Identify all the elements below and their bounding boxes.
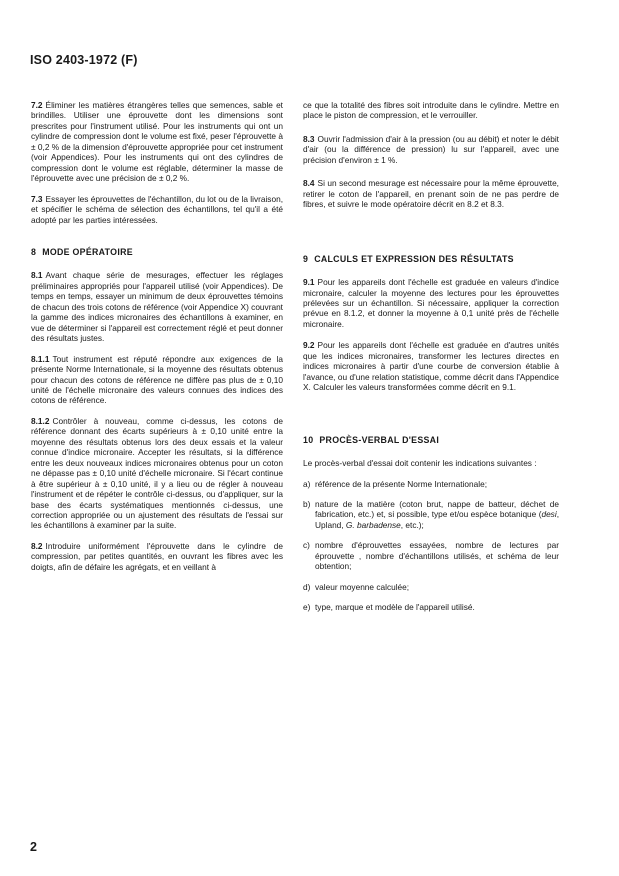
section-heading-9: [303, 254, 559, 264]
item-text: , Upland,: [315, 509, 559, 530]
page-number: 2: [30, 840, 37, 854]
paragraph-8-4: [303, 178, 559, 209]
paragraph-8-2-continued: ce que la totalité des fibres soit introduite dans le cylindre. Mettre en place le piston de compression, et le verrouiller.: [303, 100, 559, 121]
item-text: nature de la matière (coton brut, nappe de batteur, déchet de fabrication, etc.) et, si possible, type et/ou espèce botanique (: [315, 498, 559, 520]
paragraph-10-intro: Le procès-verbal d'essai doit contenir les indications suivantes :: [303, 458, 537, 469]
clause-text: Si un second mesurage est nécessaire pour la même éprouvette, retirer le coton de l'appareil, en prenant soin de ne pas perdre de fibres, et suivre le mode opératoire décrit en 8.2 et 8.3.: [303, 178, 559, 210]
clause-number: 7.2: [31, 100, 43, 110]
section-number: 9: [303, 253, 309, 264]
paragraph-7-2: [31, 100, 283, 184]
section-heading-8: [31, 247, 283, 257]
clause-number: 8.1.2: [31, 415, 50, 426]
clause-text: Pour les appareils dont l'échelle est graduée en d'autres unités que les indices micronaires, transformer les lectures directes en indices micronaires à partir d'une courbe de conversion établie à l'avance, ou d'une relation statistique, comme décrit dans l'Appendice X. Calculer les valeurs transformées comme décrit en 9.1.: [303, 340, 559, 393]
paragraph-8-1-2: [31, 416, 283, 531]
paragraph-8-3: [303, 134, 559, 165]
section-title: PROCÈS-VERBAL D'ESSAI: [319, 434, 440, 445]
item-text: référence de la présente Norme Internationale;: [315, 478, 488, 489]
item-label: d): [303, 581, 311, 592]
item-label: a): [303, 478, 311, 489]
clause-text: Essayer les éprouvettes de l'échantillon, du lot ou de la livraison, et spécifier le schéma de sélection des échantillons, tel qu'il a été adopté par les parties intéressées.: [31, 193, 283, 225]
clause-number: 8.1.1: [31, 353, 50, 364]
clause-number: 8.2: [31, 540, 43, 551]
clause-text: Pour les appareils dont l'échelle est graduée en valeurs d'indice micronaire, calculer la moyenne des lectures pour les éprouvettes prélevées sur un échantillon. Si nécessaire, appliquer la correction prévue en 8.1.2, et donner la moyenne à 0,1 unité près de l'échelle micronaire.: [303, 277, 559, 329]
item-label: b): [303, 498, 311, 509]
standard-header: ISO 2403-1972 (F): [30, 53, 138, 67]
clause-number: 8.1: [31, 270, 43, 281]
clause-number: 9.2: [303, 340, 315, 351]
clause-number: 8.3: [303, 133, 315, 144]
right-column: [303, 100, 559, 613]
clause-text: Introduire uniformément l'éprouvette dans le cylindre de compression, par petites quantités, en ouvrant les fibres avec les doigts, afin de défaire les agrégats, et en veillant à: [31, 540, 283, 572]
clause-text: Tout instrument est réputé répondre aux exigences de la présente Norme Internationale, si la moyenne des résultats obtenus pour chacun des cotons de référence ne diffère pas plus de ± 0,10 unité de l'échelle micronaire des valeurs connues des indices des cotons de référence.: [31, 353, 283, 406]
item-text: valeur moyenne calculée;: [315, 581, 410, 592]
paragraph-9-2: [303, 340, 559, 392]
item-label: e): [303, 602, 311, 613]
section-title: MODE OPÉRATOIRE: [42, 246, 133, 257]
item-text-italic: desi: [541, 509, 557, 520]
item-label: c): [303, 540, 310, 551]
list-item: [303, 540, 559, 571]
paragraph-8-2: [31, 541, 283, 572]
item-text: nombre d'éprouvettes essayées, nombre de lectures par éprouvette , nombre d'échantillons utilisés, et schéma de leur obtention;: [315, 540, 559, 572]
clause-text: Avant chaque série de mesurages, effectuer les réglages préliminaires appropriés pour l'appareil utilisé (voir Appendices). De temps en temps, essayer un minimum de deux éprouvettes témoins de chacun des trois cotons de référence (voir Appendice X) couvrant la gamme des indices micronaires des échantillons à examiner, en vue de déterminer si l'appareil est correctement réglé et peut donner des résultats justes.: [31, 270, 283, 344]
list-item: [303, 602, 559, 612]
item-text-italic: G. barbadense: [345, 519, 401, 530]
clause-text: Contrôler à nouveau, comme ci-dessus, les cotons de référence donnant des écarts supérieurs à ± 0,10 unité entre la moyenne des résultats obtenus lors des deux essais et la valeur connue d'indice micronaire. Accepter les résultats, si la différence entre les deux nouveaux indices micronaires obtenus pour un coton ne dépasse pas ± 0,10 unité d'échelle micronaire. Si l'écart continue à être supérieur à ± 0,10 unité, il y a lieu ou de régler à nouveau l'instrument et de répéter le contrôle ci-dessus, ou d'appliquer, sur la base des écarts systématiques mentionnés ci-dessus, une correction appropriée ou un ajustement des résultats de l'essai sur les échantillons à examiner par la suite.: [31, 415, 283, 531]
clause-text: Éliminer les matières étrangères telles que semences, sable et brindilles. Utiliser une éprouvette dont les dimensions sont prescrites pour l'instrument utilisé. Pour les instruments qui ont un cylindre de compression dont le volume est fixé, peser l'éprouvette à ± 0,2 % de la dimension d'éprouvette appropriée pour cet instrument (voir Appendices). Pour les instruments qui ont des cylindres de compression dont le volume est réglable, déterminer la masse de l'éprouvette avec une précision de ± 0,2 %.: [31, 100, 283, 184]
left-column: [31, 100, 283, 572]
item-text: type, marque et modèle de l'appareil utilisé.: [315, 602, 475, 613]
clause-number: 8.4: [303, 178, 315, 189]
section-title: CALCULS ET EXPRESSION DES RÉSULTATS: [314, 253, 514, 264]
list-item: [303, 479, 559, 489]
section-heading-10: [303, 435, 559, 445]
paragraph-8-1: [31, 270, 283, 343]
list-item: [303, 499, 559, 530]
list-item: [303, 582, 559, 592]
paragraph-9-1: [303, 277, 559, 329]
item-text: , etc.);: [400, 519, 424, 530]
paragraph-8-1-1: [31, 354, 283, 406]
section-number: 8: [31, 246, 37, 257]
section-number: 10: [303, 434, 314, 445]
clause-number: 7.3: [31, 193, 43, 204]
paragraph-7-3: [31, 194, 283, 225]
clause-text: Ouvrir l'admission d'air à la pression (ou au débit) et noter le débit d'air (ou la différence de pression) lu sur l'appareil, avec une précision d'environ ± 1 %.: [303, 133, 559, 165]
clause-number: 9.1: [303, 277, 315, 288]
